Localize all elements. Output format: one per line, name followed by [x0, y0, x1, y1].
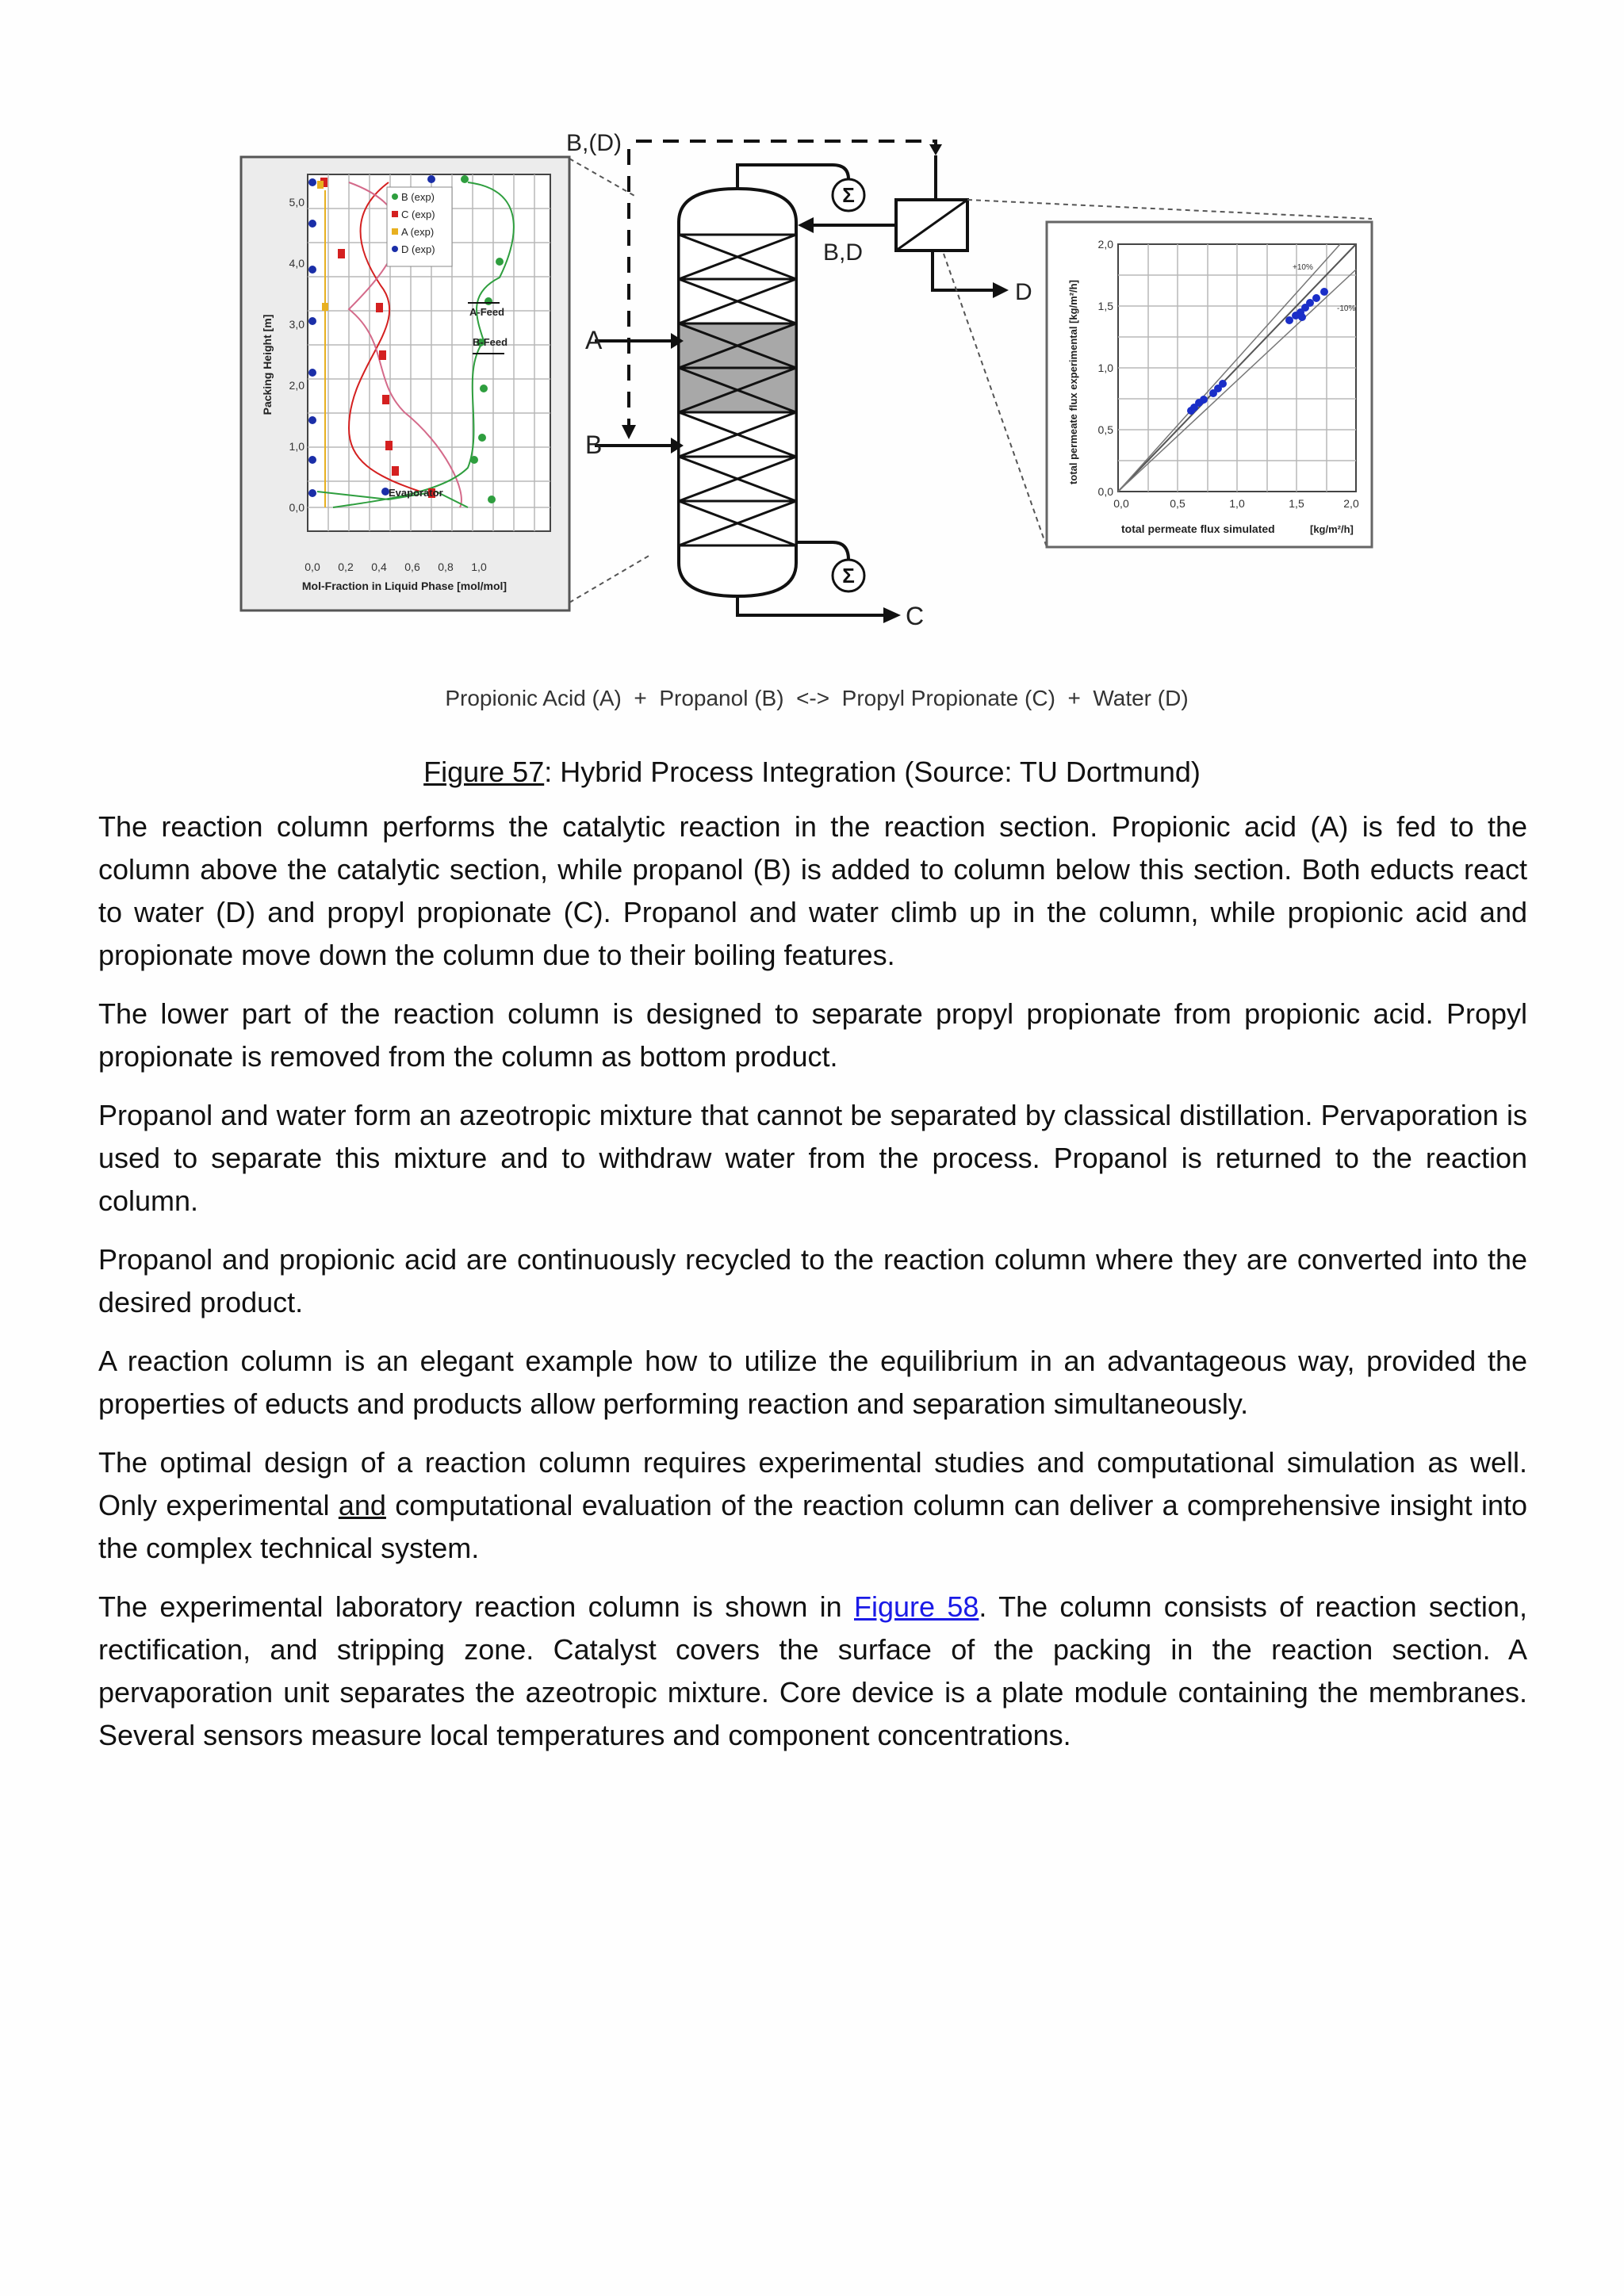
y-tick: 2,0	[289, 379, 304, 392]
feed-a-label: A	[585, 326, 603, 354]
legend-c: C (exp)	[401, 209, 435, 220]
paragraph: Propanol and water form an azeotropic mixture that cannot be separated by classical distillation. Pervaporation is used to separate this mixture and to withdraw water from the process. Propanol is returned to the reaction column.	[98, 1099, 1527, 1217]
x-tick: 0,0	[304, 561, 320, 573]
x-tick: 0,4	[371, 561, 387, 573]
composition-profile-plot	[241, 157, 569, 610]
condenser-icon: Σ	[842, 183, 855, 207]
paragraph	[98, 1441, 1527, 1570]
y-tick: 0,5	[1097, 423, 1113, 436]
legend-a: A (exp)	[401, 226, 435, 238]
y-tick: 2,0	[1097, 238, 1113, 251]
product-bottom-label: C	[906, 602, 925, 630]
y-tick: 1,0	[1097, 362, 1113, 374]
band-plus-label: +10%	[1293, 263, 1313, 272]
right-y-axis-label: total permeate flux experimental [kg/m²/h]	[1067, 280, 1079, 484]
y-tick: 1,0	[289, 440, 304, 453]
x-tick: 1,0	[471, 561, 487, 573]
right-x-axis-label: total permeate flux simulated	[1121, 522, 1275, 535]
reaction-equation: Propionic Acid (A) + Propanol (B) <-> Propyl Propionate (C) + Water (D)	[445, 686, 1189, 710]
y-tick: 5,0	[289, 196, 304, 209]
x-tick: 0,2	[338, 561, 354, 573]
x-tick: 1,0	[1229, 497, 1245, 510]
legend-b: B (exp)	[401, 191, 435, 203]
body-text	[98, 806, 1527, 1773]
band-minus-label: -10%	[1337, 304, 1356, 313]
x-tick: 1,5	[1289, 497, 1304, 510]
x-tick: 0,6	[404, 561, 420, 573]
y-tick: 0,0	[289, 501, 304, 514]
figure-reference: Figure 57	[423, 756, 545, 788]
legend-d: D (exp)	[401, 243, 435, 255]
paragraph: The reaction column performs the catalytic reaction in the reaction section. Propionic acid (A) is fed to the column above the catalytic section, while propanol (B) is added to column below this section. Both educts react to water (D) and propyl propionate (C). Propanol and water climb up in the column, while propionic acid and propionate move down the column due to their boiling features.	[98, 810, 1527, 971]
permeate-flux-parity-plot	[1047, 222, 1372, 547]
paragraph: The lower part of the reaction column is designed to separate propyl propionate from propionic acid. Propyl propionate is removed from the column as bottom product.	[98, 997, 1527, 1073]
stream-recycle-label: B,D	[823, 239, 864, 266]
underlined-word: and	[338, 1489, 386, 1521]
reaction-column-schematic	[566, 130, 1032, 630]
paragraph-text: computational evaluation of the reaction column can deliver a comprehensive insight into the complex technical system.	[98, 1489, 1527, 1564]
figure-58-link[interactable]: Figure 58	[854, 1590, 979, 1623]
paragraph: A reaction column is an elegant example how to utilize the equilibrium in an advantageous way, provided the properties of educts and products allow performing reaction and separation simultaneously.	[98, 1345, 1527, 1420]
y-tick: 1,5	[1097, 300, 1113, 312]
figure-caption	[0, 750, 1624, 794]
paragraph: Propanol and propionic acid are continuously recycled to the reaction column where they are converted into the desired product.	[98, 1243, 1527, 1318]
y-tick: 0,0	[1097, 485, 1113, 498]
product-water-label: D	[1015, 279, 1032, 305]
paragraph-text: The experimental laboratory reaction column is shown in	[98, 1590, 854, 1623]
x-tick: 0,5	[1170, 497, 1185, 510]
process-figure	[230, 127, 1404, 729]
x-tick: 2,0	[1343, 497, 1359, 510]
evaporator-label: Evaporator	[389, 487, 443, 499]
paragraph	[98, 1586, 1527, 1757]
feed-b-label: B	[585, 430, 603, 459]
caption-text: : Hybrid Process Integration (Source: TU Dortmund)	[544, 756, 1201, 788]
reboiler-icon: Σ	[842, 564, 855, 587]
paragraph-text: . The column consists of reaction section, rectification, and stripping zone. Catalyst covers the surface of the packing in the reaction section. A pervaporation unit separates the azeotropic mixture. Core device is a plate module containing the membranes. Several sensors measure local temperatures and component concentrations.	[98, 1590, 1527, 1751]
x-tick: 0,0	[1113, 497, 1129, 510]
y-tick: 3,0	[289, 318, 304, 331]
paragraph-text: The optimal design of a reaction column requires experimental studies and computational simulation as well. Only experimental	[98, 1446, 1527, 1521]
left-y-axis-label: Packing Height [m]	[261, 314, 274, 415]
stream-top-label: B,(D)	[566, 130, 622, 156]
a-feed-label: A-Feed	[469, 306, 505, 318]
right-x-axis-unit: [kg/m²/h]	[1310, 523, 1354, 535]
left-x-axis-label: Mol-Fraction in Liquid Phase [mol/mol]	[301, 580, 508, 592]
y-tick: 4,0	[289, 257, 304, 270]
b-feed-label: B-Feed	[473, 336, 508, 348]
x-tick: 0,8	[438, 561, 454, 573]
